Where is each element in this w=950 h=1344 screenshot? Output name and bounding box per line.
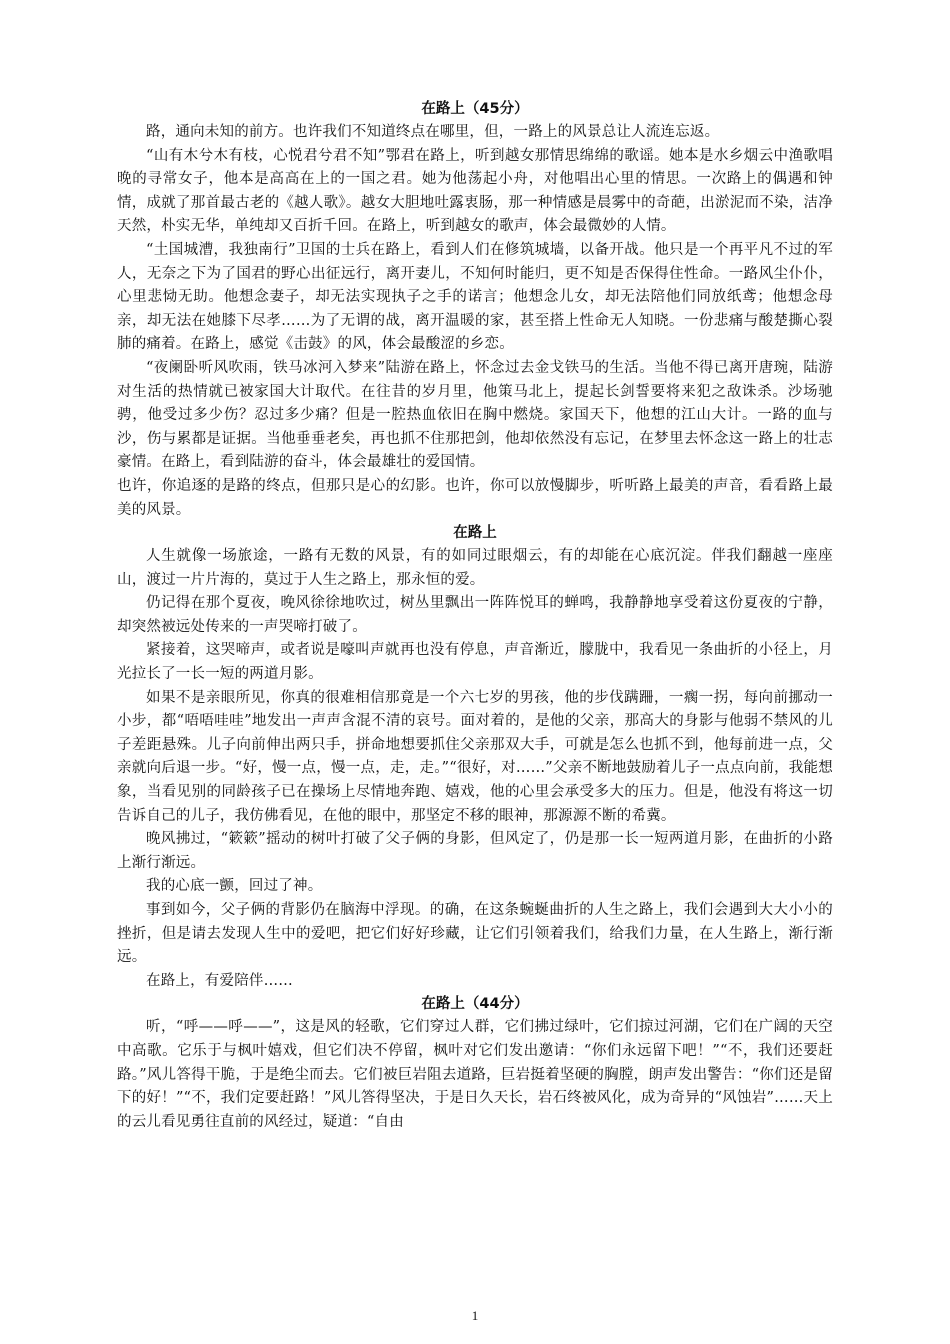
essay-3 (117, 993, 833, 1134)
paragraph: 人生就像一场旅途，一路有无数的风景，有的如同过眼烟云，有的却能在心底沉淀。伴我们翻越一座座山，渡过一片片海的，莫过于人生之路上，那永恒的爱。 (117, 548, 833, 588)
paragraph: “土国城漕，我独南行”卫国的士兵在路上，看到人们在修筑城墙，以备开战。他只是一个再平凡不过的军人，无奈之下为了国君的野心出征远行，离开妻儿，不知何时能归，更不知是否保得住性命。一路风尘仆仆，心里悲恸无助。他想念妻子，却无法实现执子之手的诺言；他想念儿女，却无法陪他们同放纸鸢；他想念母亲，却无法在她膝下尽孝……为了无谓的战，离开温暖的家，甚至搭上性命无人知晓。一份悲痛与酸楚撕心裂肺的痛着。在路上，感觉《击鼓》的风，体会最酸涩的乡恋。 (117, 241, 833, 353)
page-number: 1 (471, 1308, 479, 1323)
paragraph: 事到如今，父子俩的背影仍在脑海中浮现。的确，在这条蜿蜒曲折的人生之路上，我们会遇到大大小小的挫折，但是请去发现人生中的爱吧，把它们好好珍藏，让它们引领着我们，给我们力量，在人生路上，渐行渐远。 (117, 902, 833, 966)
paragraph: 听，“呼——呼——”，这是风的轻歌，它们穿过人群，它们拂过绿叶，它们掠过河湖，它们在广阔的天空中高歌。它乐于与枫叶嬉戏，但它们决不停留，枫叶对它们发出邀请：“你们永远留下吧！”“不，我们还要赶路。”风儿答得干脆，于是绝尘而去。它们被巨岩阻去道路，巨岩挺着坚硬的胸膛，朗声发出警告：“你们还是留下的好！”“不，我们定要赶路！”风儿答得坚决，于是日久天长，岩石终被风化，成为奇异的“风蚀岩”……天上的云儿看见勇往直前的风经过，疑道：“自由 (117, 1019, 833, 1130)
paragraph: 仍记得在那个夏夜，晚风徐徐地吹过，树丛里飘出一阵阵悦耳的蝉鸣，我静静地享受着这份夏夜的宁静，却突然被远处传来的一声哭啼打破了。 (117, 595, 833, 635)
essay-title: 在路上（44分） (421, 996, 529, 1013)
paragraph: 紧接着，这哭啼声，或者说是嚎叫声就再也没有停息，声音渐近，朦胧中，我看见一条曲折的小径上，月光拉长了一长一短的两道月影。 (117, 642, 833, 683)
essay-title: 在路上 (453, 525, 497, 542)
paragraph: “夜阑卧听风吹雨，铁马冰河入梦来”陆游在路上，怀念过去金戈铁马的生活。当他不得已离开唐琬，陆游对生活的热情就已被家国大计取代。在往昔的岁月里，他策马北上，提起长剑誓要将来犯之敌诛杀。沙场驰骋，他受过多少伤？忍过多少痛？但是一腔热血依旧在胸中燃烧。家国天下，他想的江山大计。一路的血与沙，伤与累都是证据。当他垂垂老矣，再也抓不住那把剑，他却依然没有忘记，在梦里去怀念这一路上的壮志豪情。在路上，看到陆游的奋斗，体会最雄壮的爱国情。 (117, 359, 833, 471)
essay-title: 在路上（45分） (421, 101, 529, 117)
paragraph: 路，通向未知的前方。也许我们不知道终点在哪里，但，一路上的风景总让人流连忘返。 (146, 124, 720, 140)
paragraph: “山有木兮木有枝，心悦君兮君不知”鄂君在路上，听到越女那情思绵绵的歌谣。她本是水乡烟云中渔歌唱晚的寻常女子，他本是高高在上的一国之君。她为他荡起小舟，对他唱出心里的情思。一次路上的偶遇和钟情，成就了那首最古老的《越人歌》。越女大胆地吐露衷肠，那一种情感是晨雾中的奇葩，出淤泥而不染，洁净天然，朴实无华，单纯却又百折千回。在路上，听到越女的歌声，体会最微妙的人情。 (117, 147, 833, 235)
essay-1 (117, 98, 833, 522)
paragraph: 如果不是亲眼所见，你真的很难相信那竟是一个六七岁的男孩，他的步伐蹒跚，一瘸一拐，每向前挪动一小步，都“唔唔哇哇”地发出一声声含混不清的哀号。面对着的，是他的父亲，那高大的身影与他弱不禁风的儿子差距悬殊。儿子向前伸出两只手，拼命地想要抓住父亲那双大手，可就是怎么也抓不到，他每前进一点，父亲就向后退一步。“好，慢一点，慢一点，走，走。”“很好，对……”父亲不断地鼓励着儿子一点点向前，我能想象，当看见别的同龄孩子已在操场上尽情地奔跑、嬉戏，他的心里会承受多大的压力。但是，他没有将这一切告诉自己的儿子，我仿佛看见，在他的眼中，那坚定不移的眼神，那源源不断的希冀。 (117, 689, 833, 824)
document-page (117, 98, 833, 1134)
paragraph: 在路上，有爱陪伴…… (146, 972, 293, 989)
paragraph: 晚风拂过，“簌簌”摇动的树叶打破了父子俩的身影，但风定了，仍是那一长一短两道月影，在曲折的小路上渐行渐远。 (117, 831, 833, 871)
paragraph: 也许，你追逐的是路的终点，但那只是心的幻影。也许，你可以放慢脚步，听听路上最美的声音，看看路上最美的风景。 (117, 477, 833, 518)
paragraph: 我的心底一颤，回过了神。 (146, 878, 323, 895)
essay-2 (117, 522, 833, 993)
